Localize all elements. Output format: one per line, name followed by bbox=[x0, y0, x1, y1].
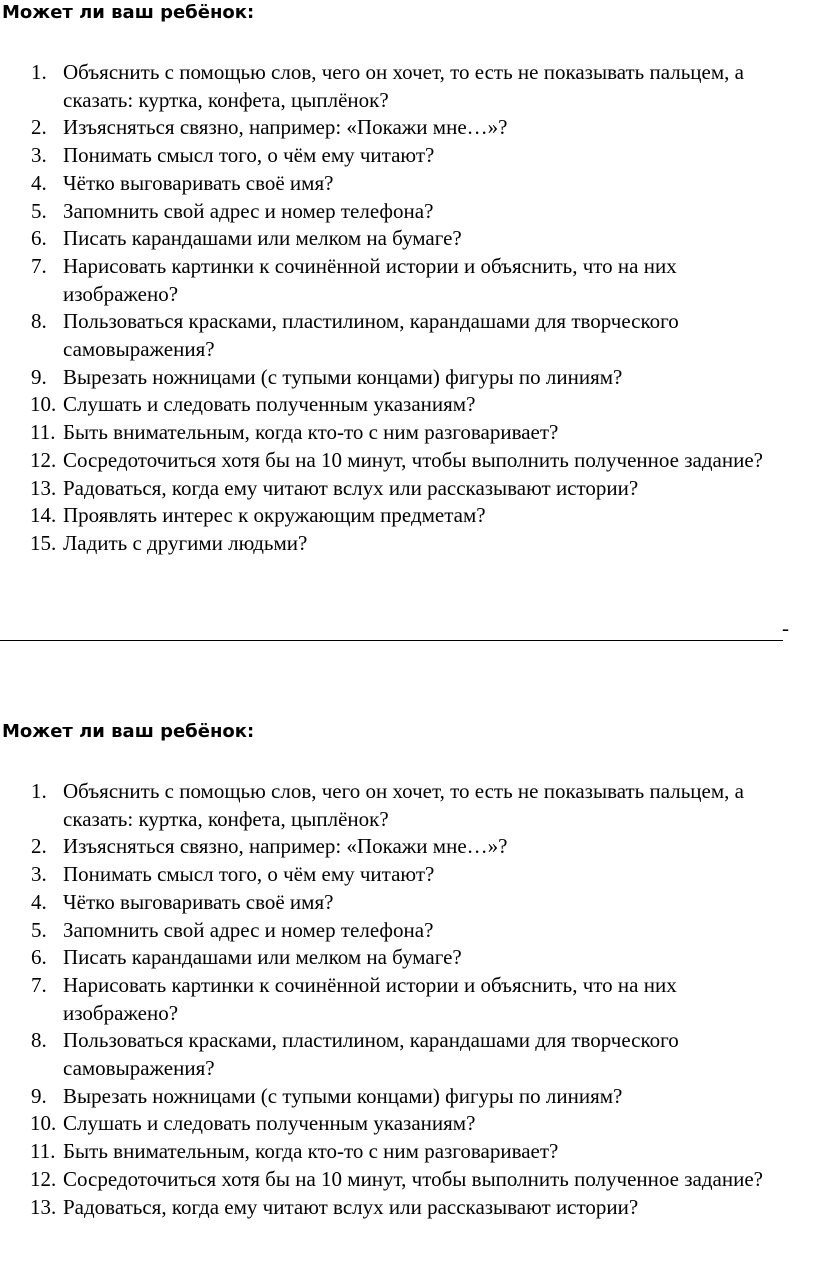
item-text: Объяснить с помощью слов, чего он хочет, то есть не показывать пальцем, а сказать: куртка, конфета, цыплёнок? bbox=[63, 60, 744, 112]
list-item bbox=[0, 917, 816, 945]
item-text: Чётко выговаривать своё имя? bbox=[63, 170, 334, 195]
item-text: Изъясняться связно, например: «Покажи мне…»? bbox=[63, 834, 508, 859]
item-number: 15. bbox=[30, 530, 57, 555]
list-item bbox=[0, 475, 816, 503]
item-number: 1. bbox=[31, 60, 47, 84]
list-item bbox=[0, 198, 816, 226]
section-divider bbox=[0, 640, 783, 641]
list-item bbox=[0, 364, 816, 392]
item-text: Сосредоточиться хотя бы на 10 минут, чтобы выполнить полученное задание? bbox=[63, 1166, 763, 1191]
item-number: 13. bbox=[30, 475, 57, 500]
list-item bbox=[0, 889, 816, 917]
item-number: 9. bbox=[31, 364, 47, 389]
item-number: 11. bbox=[30, 1139, 56, 1164]
questionnaire-section-2 bbox=[0, 719, 816, 1219]
item-text: Изъясняться связно, например: «Покажи мне…»? bbox=[63, 115, 508, 140]
list-item bbox=[0, 1194, 816, 1222]
list-item bbox=[0, 972, 816, 1027]
list-item bbox=[0, 861, 816, 889]
item-text: Радоваться, когда ему читают вслух или рассказывают истории? bbox=[63, 475, 639, 500]
item-text: Нарисовать картинки к сочинённой истории и объяснить, что на них изображено? bbox=[63, 972, 677, 1025]
item-number: 3. bbox=[31, 143, 47, 168]
list-item bbox=[0, 170, 816, 198]
item-number: 13. bbox=[30, 1194, 57, 1219]
list-item bbox=[0, 447, 816, 475]
list-item bbox=[0, 225, 816, 253]
item-text: Понимать смысл того, о чём ему читают? bbox=[63, 143, 435, 168]
item-number: 10. bbox=[30, 1111, 57, 1136]
list-item bbox=[0, 944, 816, 972]
questionnaire-section-1 bbox=[0, 0, 816, 555]
item-text: Радоваться, когда ему читают вслух или рассказывают истории? bbox=[63, 1194, 639, 1219]
item-text: Вырезать ножницами (с тупыми концами) фигуры по линиям? bbox=[63, 1083, 623, 1108]
list-item bbox=[0, 1083, 816, 1111]
list-item bbox=[0, 253, 816, 308]
item-text: Быть внимательным, когда кто-то с ним разговаривает? bbox=[63, 1139, 559, 1164]
item-text: Ладить с другими людьми? bbox=[63, 530, 308, 555]
list-item bbox=[0, 778, 816, 833]
section-heading: Может ли ваш ребёнок: bbox=[2, 2, 255, 23]
question-list bbox=[0, 778, 816, 1221]
question-list bbox=[0, 59, 816, 558]
item-text: Объяснить с помощью слов, чего он хочет, то есть не показывать пальцем, а сказать: куртка, конфета, цыплёнок? bbox=[63, 779, 744, 831]
section-heading: Может ли ваш ребёнок: bbox=[2, 721, 255, 742]
list-item bbox=[0, 391, 816, 419]
item-text: Проявлять интерес к окружающим предметам? bbox=[63, 503, 486, 528]
item-text: Пользоваться красками, пластилином, карандашами для творческого самовыражения? bbox=[63, 309, 679, 362]
item-text: Писать карандашами или мелком на бумаге? bbox=[63, 945, 462, 970]
list-item bbox=[0, 1110, 816, 1138]
divider-dash: - bbox=[782, 616, 789, 640]
item-number: 2. bbox=[31, 834, 47, 859]
item-number: 9. bbox=[31, 1083, 47, 1108]
item-number: 4. bbox=[31, 170, 47, 195]
list-item bbox=[0, 308, 816, 363]
item-text: Запомнить свой адрес и номер телефона? bbox=[63, 917, 434, 942]
item-number: 7. bbox=[31, 972, 47, 997]
item-text: Пользоваться красками, пластилином, карандашами для творческого самовыражения? bbox=[63, 1028, 679, 1081]
item-number: 12. bbox=[30, 447, 57, 472]
item-number: 12. bbox=[30, 1166, 57, 1191]
item-number: 14. bbox=[30, 503, 57, 528]
list-item bbox=[0, 502, 816, 530]
list-item bbox=[0, 59, 816, 114]
item-text: Слушать и следовать полученным указаниям? bbox=[63, 1111, 476, 1136]
item-number: 8. bbox=[31, 309, 47, 334]
item-text: Писать карандашами или мелком на бумаге? bbox=[63, 226, 462, 251]
item-number: 7. bbox=[31, 253, 47, 278]
item-number: 8. bbox=[31, 1028, 47, 1053]
list-item bbox=[0, 1027, 816, 1082]
list-item bbox=[0, 833, 816, 861]
item-number: 5. bbox=[31, 917, 47, 942]
item-text: Слушать и следовать полученным указаниям? bbox=[63, 392, 476, 417]
item-number: 10. bbox=[30, 392, 57, 417]
list-item bbox=[0, 1166, 816, 1194]
list-item bbox=[0, 142, 816, 170]
item-number: 6. bbox=[31, 945, 47, 970]
item-number: 3. bbox=[31, 862, 47, 887]
list-item bbox=[0, 419, 816, 447]
item-number: 2. bbox=[31, 115, 47, 140]
item-number: 6. bbox=[31, 226, 47, 251]
item-text: Понимать смысл того, о чём ему читают? bbox=[63, 862, 435, 887]
item-number: 11. bbox=[30, 420, 56, 445]
list-item bbox=[0, 114, 816, 142]
item-text: Чётко выговаривать своё имя? bbox=[63, 889, 334, 914]
item-text: Вырезать ножницами (с тупыми концами) фигуры по линиям? bbox=[63, 364, 623, 389]
item-text: Сосредоточиться хотя бы на 10 минут, чтобы выполнить полученное задание? bbox=[63, 447, 763, 472]
list-item bbox=[0, 1138, 816, 1166]
list-item bbox=[0, 530, 816, 558]
item-text: Запомнить свой адрес и номер телефона? bbox=[63, 198, 434, 223]
item-number: 4. bbox=[31, 889, 47, 914]
item-number: 1. bbox=[31, 779, 47, 803]
item-text: Нарисовать картинки к сочинённой истории и объяснить, что на них изображено? bbox=[63, 253, 677, 306]
item-number: 5. bbox=[31, 198, 47, 223]
item-text: Быть внимательным, когда кто-то с ним разговаривает? bbox=[63, 420, 559, 445]
